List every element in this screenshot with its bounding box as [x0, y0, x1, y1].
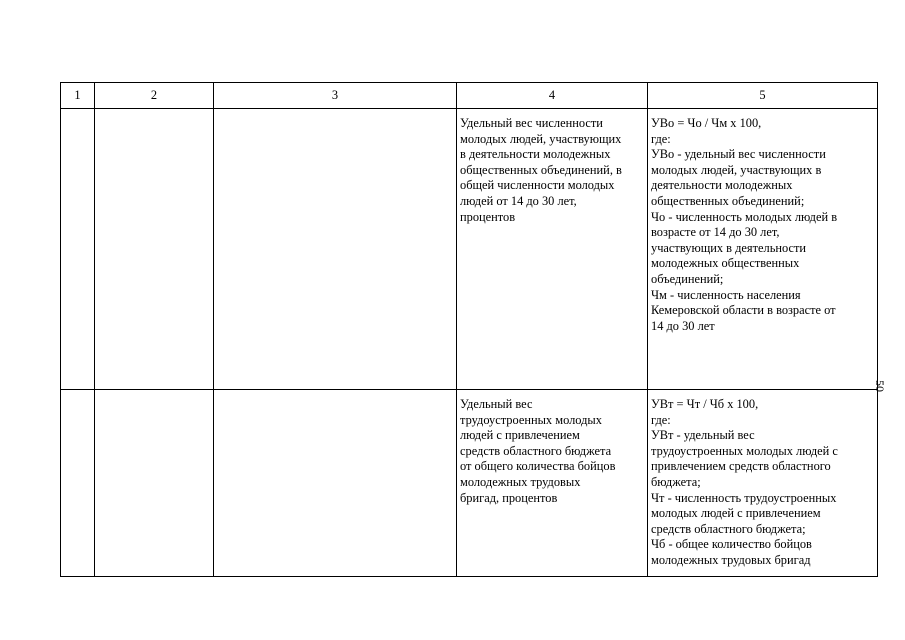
text-line: молодых людей, участвующих	[460, 131, 622, 146]
row-2-indicator-name	[457, 390, 648, 577]
text-line: 14 до 30 лет	[651, 318, 715, 333]
text-line: участвующих в деятельности	[651, 240, 807, 255]
text-line: УВо - удельный вес численности	[651, 147, 826, 162]
header-col-5: 5	[648, 83, 878, 109]
text-line: УВт - удельный вес	[651, 428, 755, 443]
text-line: молодежных трудовых	[460, 474, 581, 489]
formula-text	[648, 109, 877, 334]
text-line: молодых людей, участвующих в	[651, 162, 822, 177]
text-line: молодежных общественных	[651, 256, 800, 271]
table-row	[61, 390, 878, 577]
header-col-2: 2	[95, 83, 214, 109]
row-1-indicator-name	[457, 109, 648, 390]
text-line: от общего количества бойцов	[460, 459, 616, 474]
row-2-col-1	[61, 390, 95, 577]
text-line: людей от 14 до 30 лет,	[460, 193, 577, 208]
text-line: в деятельности молодежных	[460, 147, 611, 162]
formula-text	[648, 390, 877, 569]
text-line: трудоустроенных молодых людей с	[651, 443, 838, 458]
text-line: Чо - численность молодых людей в	[651, 209, 838, 224]
text-line: трудоустроенных молодых	[460, 412, 602, 427]
text-line: людей с привлечением	[460, 428, 580, 443]
text-line: молодых людей с привлечением	[651, 506, 821, 521]
text-line: процентов	[460, 209, 516, 224]
text-line: общественных объединений, в	[460, 162, 622, 177]
text-line: бюджета;	[651, 474, 701, 489]
text-line: средств областного бюджета;	[651, 521, 806, 536]
text-line: деятельности молодежных	[651, 178, 793, 193]
header-col-1: 1	[61, 83, 95, 109]
text-line: объединений;	[651, 271, 724, 286]
text-line: общей численности молодых	[460, 178, 615, 193]
header-col-3: 3	[214, 83, 457, 109]
text-line: УВо = Чо / Чм х 100,	[651, 116, 762, 130]
row-1-col-2	[95, 109, 214, 390]
page-number: 50	[873, 380, 887, 392]
text-line: возрасте от 14 до 30 лет,	[651, 225, 780, 240]
indicator-name-text	[457, 109, 647, 225]
text-line: Удельный вес	[460, 397, 533, 411]
text-line: Чб - общее количество бойцов	[651, 537, 812, 552]
row-2-formula	[648, 390, 878, 577]
row-1-col-1	[61, 109, 95, 390]
text-line: где:	[651, 131, 671, 146]
text-line: Чт - численность трудоустроенных	[651, 490, 837, 505]
row-1-formula	[648, 109, 878, 390]
text-line: общественных объединений;	[651, 193, 805, 208]
text-line: средств областного бюджета	[460, 443, 612, 458]
header-col-4: 4	[457, 83, 648, 109]
text-line: привлечением средств областного	[651, 459, 831, 474]
row-2-col-3	[214, 390, 457, 577]
indicator-name-text	[457, 390, 647, 506]
text-line: молодежных трудовых бригад	[651, 552, 811, 567]
indicators-table	[60, 82, 878, 577]
table-row	[61, 109, 878, 390]
row-1-col-3	[214, 109, 457, 390]
table-header-row	[61, 83, 878, 109]
row-2-col-2	[95, 390, 214, 577]
text-line: бригад, процентов	[460, 490, 558, 505]
text-line: Чм - численность населения	[651, 287, 801, 302]
text-line: где:	[651, 412, 671, 427]
text-line: Кемеровской области в возрасте от	[651, 303, 836, 318]
text-line: УВт = Чт / Чб х 100,	[651, 397, 759, 411]
text-line: Удельный вес численности	[460, 116, 603, 130]
